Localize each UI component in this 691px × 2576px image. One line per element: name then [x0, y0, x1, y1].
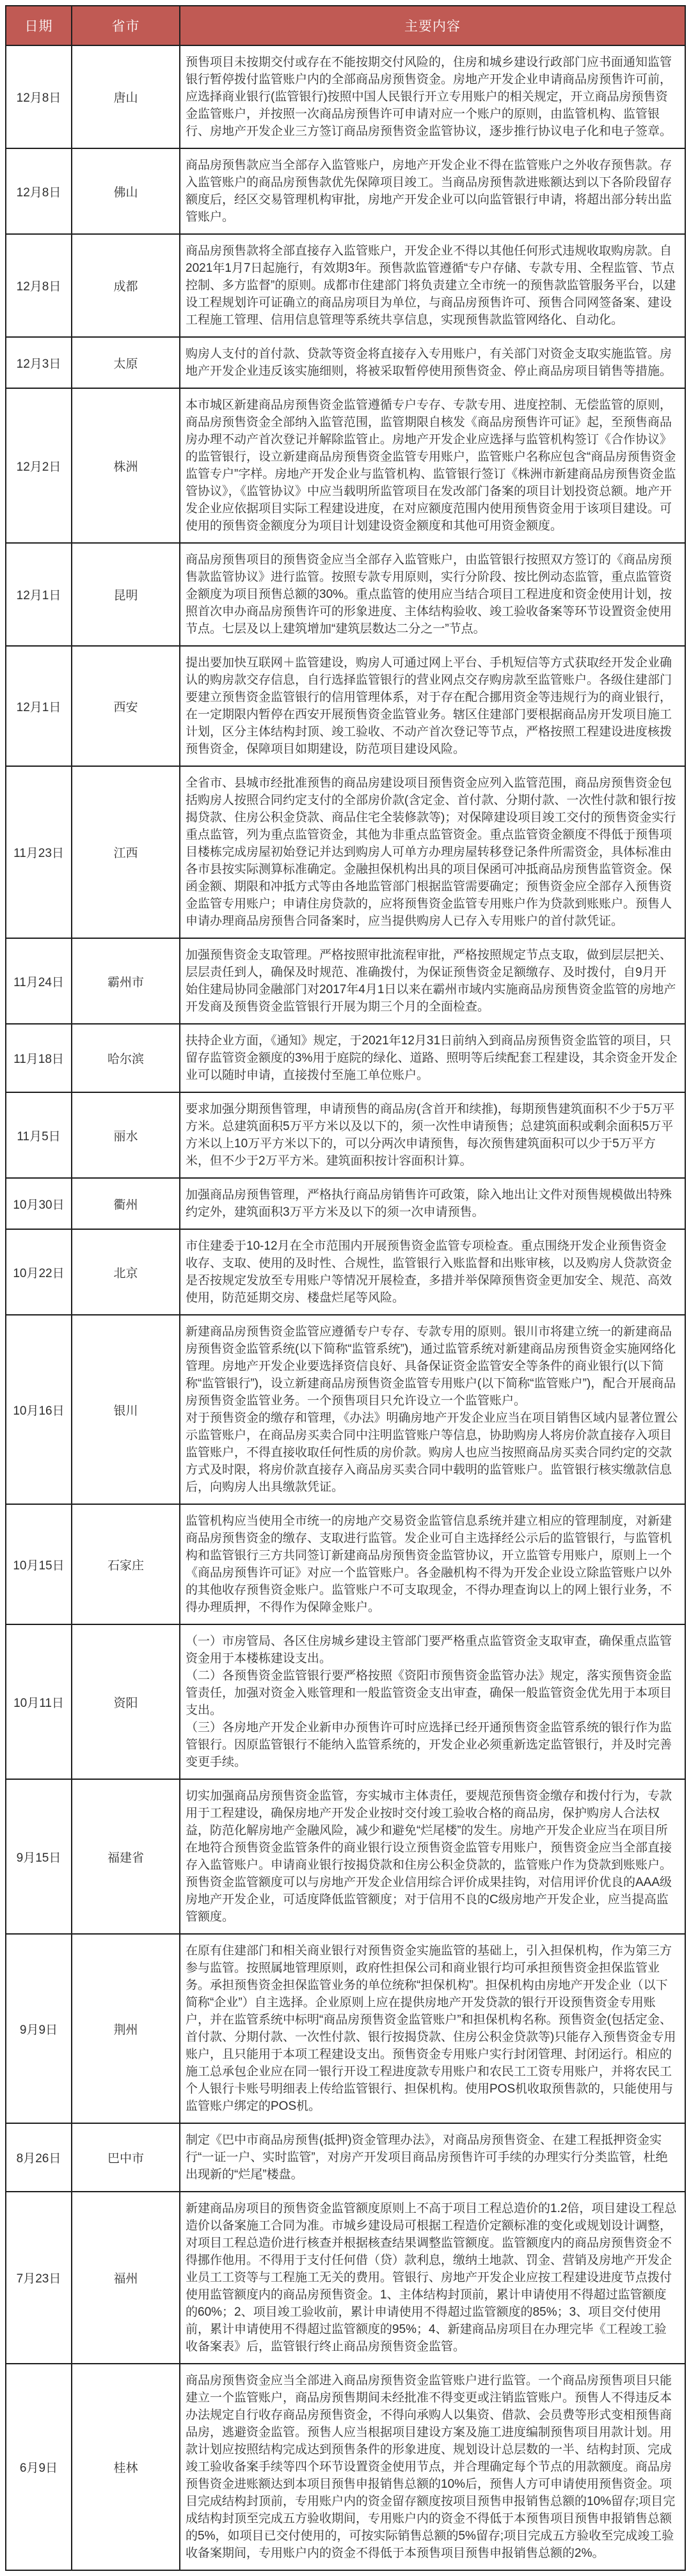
table-row — [6, 1934, 685, 2123]
content-paragraph: 制定《巴中市商品房预售(抵押)资金管理办法》，对商品房预售资金、在建工程抵押资金实行“一证一户、实时监管”，对房产开发项目商品房预售许可手续的办理实行分类监管，杜绝出现新的“烂尾”楼盘。 — [186, 2133, 668, 2181]
date-cell: 8月26日 — [6, 2123, 72, 2192]
content-paragraph: 预售项目未按期交付或存在不能按期交付风险的，住房和城乡建设行政部门应书面通知监管银行暂停拨付监管账户内的全部商品房预售资金。房地产开发企业申请商品房预售许可前，应选择商业银行(监管银行)按照中国人民银行开立专用账户的相关规定，开立商品房预售资金监管账户，并按照一次商品房预售许可申请对应一个账户的原则，由监管机构、监管银行、房地产开发企业三方签订商品房预售资金监管协议，逐步推行协议电子化和电子签章。 — [186, 56, 672, 138]
city-cell: 巴中市 — [72, 2123, 180, 2192]
date-cell: 12月1日 — [6, 543, 72, 646]
table-row — [6, 938, 685, 1024]
date-cell: 11月5日 — [6, 1092, 72, 1178]
header-row — [6, 6, 685, 45]
content-paragraph: 本市城区新建商品房预售资金监管遵循专户专存、专款专用、进度控制、无偿监管的原则，商品房预售资金全部纳入监管范围，监管期限自核发《商品房预售许可证》起，至预售商品房办理不动产首次登记并解除监管止。房地产开发企业应选择与监管机构签订《合作协议》的监管银行，设立新建商品房预售资金监管专用账户，监管账户名称应包含“商品房预售资金监管专户”字样。房地产开发企业与监管机构、监管银行签订《株洲市新建商品房预售资金监管协议》，《监管协议》中应当载明所监管项目在发改部门备案的项目计划投资总额。地产开发企业应依据项目实际工程建设进度，在对应额度范围内使用预售资金用于该项目建设。可使用的预售资金额度分为项目计划建设资金额度和其他可用资金额度。 — [186, 398, 676, 533]
content-cell — [180, 766, 685, 938]
content-paragraph: 在原有住建部门和相关商业银行对预售资金实施监管的基础上，引入担保机构，作为第三方参与监管。按照属地管理原则，政府性担保公司和商业银行均可承担预售资金担保监管业务。承担预售资金担保监管业务的单位统称“担保机构”。担保机构由房地产开发企业（以下简称“企业”）自主选择。企业原则上应在提供房地产开发贷款的银行开设预售资金专用账户，并在监管系统中标明“商品房预售资金监管账户”和担保机构名称。预售资金(包括定金、首付款、分期付款、一次性付款、银行按揭贷款、住房公积金贷款等)只能存入预售资金专用账户，且只能用于本项工程建设支出。预售资金专用账户实行封闭管理、封闭运行。相应的施工总承包企业应在同一银行开设工程进度款专用账户和农民工工资专用账户，并将农民工个人银行卡账号明细表上传给监管银行、担保机构。使用POS机收取预售款的，只能使用与监管账户绑定的POS机。 — [186, 1944, 676, 2113]
date-cell: 12月8日 — [6, 234, 72, 337]
city-cell: 哈尔滨 — [72, 1024, 180, 1092]
table-row — [6, 1178, 685, 1229]
city-cell: 成都 — [72, 234, 180, 337]
content-cell — [180, 1178, 685, 1229]
content-cell — [180, 1229, 685, 1315]
header-city: 省市 — [72, 6, 180, 45]
city-cell: 衢州 — [72, 1178, 180, 1229]
table-row — [6, 148, 685, 234]
content-cell — [180, 1315, 685, 1504]
content-paragraph: 扶持企业方面，《通知》规定，于2021年12月31日前纳入到商品房预售资金监管的项目，只留存监管资金额度的3%用于庭院的绿化、道路、照明等后续配套工程建设，其余资金开发企业可以随时申请，直接拨付至施工单位账户。 — [186, 1034, 678, 1082]
city-cell: 福建省 — [72, 1779, 180, 1934]
date-cell: 11月18日 — [6, 1024, 72, 1092]
content-paragraph: （一）市房管局、各区住房城乡建设主管部门要严格重点监管资金支取审查，确保重点监管资金用于本楼栋建设支出。 — [186, 1635, 672, 1665]
city-cell: 江西 — [72, 766, 180, 938]
date-cell: 11月24日 — [6, 938, 72, 1024]
content-paragraph: 提出要加快互联网＋监管建设，购房人可通过网上平台、手机短信等方式获取经开发企业确认的购房款交存信息，自行选择监管银行的营业网点交存购房款至监管账户。各级住建部门要建立预售资金监管银行的信用管理体系，对于存在配合挪用资金等违规行为的商业银行，在一定期限内暂停在西安开展预售资金监管业务。辖区住建部门要根据商品房开发项目施工计划，区分主体结构封顶、竣工验收、不动产首次登记等节点，严格按照工程建设进度核拨预售资金，保障项目如期建设，防范项目建设风险。 — [186, 656, 672, 756]
content-cell — [180, 1024, 685, 1092]
content-cell — [180, 2123, 685, 2192]
city-cell: 西安 — [72, 646, 180, 766]
table-row — [6, 45, 685, 148]
content-paragraph: 新建商品房项目的预售资金监管额度原则上不高于项目工程总造价的1.2倍，项目建设工程总造价以备案施工合同为准。市城乡建设局可根据工程造价定额标准的变化或规划设计调整，对项目工程总造价进行核查并根据核查结果调整监管额度。监管额度内的商品房预售资金不得挪作他用。不得用于支付任何借（贷）款利息，缴纳土地款、罚金、营销及房地产开发企业员工工资等与工程施工无关的费用。管银行、房地产开发企业应按工程建设进度节点拨付使用监管额度内的商品房预售资金。1、主体结构封顶前，累计申请使用不得超过监管额度的60%；2、项目竣工验收前，累计申请使用不得超过监管额度的85%；3、项目交付使用前，累计申请使用不得超过监管额度的95%；4、新建商品房项目在办理完毕《工程竣工验收备案表》后，监管银行终止商品房预售资金监管。 — [186, 2202, 677, 2353]
date-cell: 12月2日 — [6, 388, 72, 543]
table-row — [6, 2364, 685, 2570]
date-cell: 9月15日 — [6, 1779, 72, 1934]
content-cell — [180, 1092, 685, 1178]
content-cell — [180, 1779, 685, 1934]
content-cell — [180, 2192, 685, 2364]
table-row — [6, 1504, 685, 1624]
date-cell: 6月9日 — [6, 2364, 72, 2570]
date-cell: 10月11日 — [6, 1624, 72, 1779]
header-content: 主要内容 — [180, 6, 685, 45]
content-cell — [180, 1624, 685, 1779]
content-cell — [180, 2364, 685, 2570]
table-row — [6, 1315, 685, 1504]
city-cell: 霸州市 — [72, 938, 180, 1024]
date-cell: 12月8日 — [6, 148, 72, 234]
table-row — [6, 766, 685, 938]
date-cell: 10月22日 — [6, 1229, 72, 1315]
content-cell — [180, 234, 685, 337]
content-paragraph: 购房人支付的首付款、贷款等资金将直接存入专用账户，有关部门对资金支取实施监管。房地产开发企业违反该实施细则，将被采取暂停使用预售资金、停止商品房项目销售等措施。 — [186, 347, 672, 378]
date-cell: 10月15日 — [6, 1504, 72, 1624]
city-cell: 银川 — [72, 1315, 180, 1504]
content-paragraph: 全省市、县城市经批准预售的商品房建设项目预售资金应列入监管范围，商品房预售资金包括购房人按照合同约定支付的全部房价款(含定金、首付款、分期付款、一次性付款和银行按揭贷款、住房公积金贷款、商品住宅全装修款等)；对保障建设项目竣工交付的预售资金实行重点监管，列为重点监管资金，其他为非重点监管资金。重点监管资金额度不得低于预售项目楼栋完成房屋初始登记并达到购房人可单方办理房屋转移登记条件所需资金，具体标准由各市县按实际测算标准确定。金融担保机构出具的项目保函可冲抵商品房预售监管资金。保函金额、期限和冲抵方式等由各地监管部门根据监管需要确定；预售资金应全部存入预售资金监管专用账户；申请住房贷款的，应将预售资金监管专用账户作为贷款到账账户。预售人申请办理商品房预售合同备案时，应当提供购房人已存入专用账户的首付款凭证。 — [186, 776, 676, 928]
table-row — [6, 2192, 685, 2364]
header-date: 日期 — [6, 6, 72, 45]
content-paragraph: 对于预售资金的缴存和管理，《办法》明确房地产开发企业应当在项目销售区域内显著位置公示监管账户，在商品房买卖合同中注明监管账户等信息，协助购房人将房价款直接存入项目监管账户，不得直接收取任何性质的房价款。购房人也应当按照商品房买卖合同约定的交款方式及时限，将房价款直接存入商品房买卖合同中载明的监管账户。监管银行核实缴款信息后，向购房人出具缴款凭证。 — [186, 1411, 678, 1494]
content-paragraph: 加强预售资金支取管理。严格按照审批流程审批，严格按照规定节点支取，做到层层把关、层层责任到人，确保及时规范、准确拨付，为保证预售资金足额缴存、及时拨付，自9月开始住建局协同金融部门对2017年4月1日以来在霸州市域内实施商品房预售资金监管的房地产开发商及预售资金监管银行开展为期三个月的全面检查。 — [186, 948, 676, 1014]
date-cell: 10月30日 — [6, 1178, 72, 1229]
city-cell: 荆州 — [72, 1934, 180, 2123]
table-row — [6, 1229, 685, 1315]
table-row — [6, 2123, 685, 2192]
city-cell: 福州 — [72, 2192, 180, 2364]
table-row — [6, 646, 685, 766]
content-cell — [180, 1504, 685, 1624]
table-row — [6, 234, 685, 337]
table-row — [6, 1024, 685, 1092]
content-paragraph: 商品房预售款应当全部存入监管账户，房地产开发企业不得在监管账户之外收存预售款。存入监管账户的商品房预售款优先保障项目竣工。当商品房预售款进账额达到以下各阶段留存额度后，经区交易管理机构审批，房地产开发企业可以向监管银行申请，将超出部分转出监管账户。 — [186, 159, 672, 224]
content-cell — [180, 148, 685, 234]
content-paragraph: 商品房预售资金应当全部进入商品房预售资金监管账户进行监管。一个商品房预售项目只能建立一个监管账户，商品房预售期间未经批准不得变更或注销监管账户。预售人不得违反本办法规定自行收存商品房预售资金，不得向承购人以集资、借款、会员费等形式变相预售商品房，逃避资金监管。预售人应当根据项目建设方案及施工进度编制预售项目用款计划。用款计划应按照结构完成达到预售条件的形象进度、规划设计总层数的一半、结构封顶、完成竣工验收备案手续等四个环节设置资金使用节点，并合理确定每个节点的用款额度。商品房预售资金进账额达到本项目预售申报销售总额的10%后，预售人方可申请使用预售资金。项目完成结构封顶前，专用账户内的资金留存额度按项目预售申报销售总额的10%留存;项目完成结构封顶至完成五方验收期间，专用账户内的资金不得低于本预售项目预售申报销售总额的5%，如项目已交付使用的，可按实际销售总额的5%留存;项目完成五方验收至完成竣工验收备案期间，专用账户内的资金不得低于本预售项目预售申报销售总额的2%。 — [186, 2374, 676, 2560]
city-cell: 佛山 — [72, 148, 180, 234]
city-cell: 太原 — [72, 337, 180, 388]
content-paragraph: 要求加强分期预售管理，申请预售的商品房(含首开和续推)，每期预售建筑面积不少于5万平方米。总建筑面积5万平方米以及以下的，须一次性申请预售；总建筑面积或剩余面积5万平方米以上10万平方米以下的，可以分两次申请预售，每次预售建筑面积可以少于5万平方米，但不少于2万平方米。建筑面积按计容面积计算。 — [186, 1103, 675, 1168]
date-cell: 9月9日 — [6, 1934, 72, 2123]
city-cell: 资阳 — [72, 1624, 180, 1779]
table-row — [6, 388, 685, 543]
city-cell: 北京 — [72, 1229, 180, 1315]
content-cell — [180, 388, 685, 543]
city-cell: 丽水 — [72, 1092, 180, 1178]
content-paragraph: 商品房预售项目的预售资金应当全部存入监管账户，由监管银行按照双方签订的《商品房预售款监管协议》进行监管。按照专款专用原则，实行分阶段、按比例动态监管，重点监管资金额度为项目预售总额的30%。重点监管的使用应当结合项目工程进度和资金使用计划，按照首次申办商品房预售许可的形象进度、主体结构验收、竣工验收备案等环节设置资金使用节点。七层及以上建筑增加“建筑层数达二分之一”节点。 — [186, 553, 672, 636]
table-row — [6, 543, 685, 646]
table-row — [6, 337, 685, 388]
date-cell: 12月3日 — [6, 337, 72, 388]
city-cell: 株洲 — [72, 388, 180, 543]
content-cell — [180, 938, 685, 1024]
table-row — [6, 1624, 685, 1779]
policy-table — [5, 5, 686, 2571]
table-row — [6, 1779, 685, 1934]
table-body — [6, 45, 685, 2570]
content-paragraph: （三）各房地产开发企业新申办预售许可时应选择已经开通预售资金监管系统的银行作为监管银行。因原监管银行不能纳入监管系统的，开发企业必须重新选定监管银行，并及时完善变更手续。 — [186, 1721, 672, 1769]
content-paragraph: 市住建委于10-12月在全市范围内开展预售资金监管专项检查。重点围绕开发企业预售资金收存、支取、使用的及时性、合规性，监管银行入账监督和出账审核，以及购房人贷款资金是否按规定发放至专用账户等情况开展检查，多措并举保障预售资金更加安全、规范、高效使用，防范延期交房、楼盘烂尾等风险。 — [186, 1239, 672, 1305]
date-cell: 7月23日 — [6, 2192, 72, 2364]
content-paragraph: 商品房预售款将全部直接存入监管账户，开发企业不得以其他任何形式违规收取购房款。自2021年1月7日起施行，有效期3年。预售款监管遵循“专户存储、专款专用、全程监管、节点控制、多方监督”的原则。成都市住建部门将负责建立全市统一的预售款监管服务平台，以建设工程规划许可证确立的商品房项目为单位，与商品房预售许可、预售合同网签备案、建设工程施工管理、信用信息管理等系统共享信息，实现预售款监管网络化、自动化。 — [186, 244, 676, 327]
content-paragraph: 新建商品房预售资金监管应遵循专户专存、专款专用的原则。银川市将建立统一的新建商品房预售资金监管系统(以下简称“监管系统”)，通过监管系统对新建商品房预售资金实施网络化管理。房地产开发企业要选择资信良好、具备保证资金监管安全等条件的商业银行(以下简称“监管银行”)，设立新建商品房预售资金监管专用账户(以下简称“监管账户”)，配合开展商品房预售资金监管业务。一个预售项目只允许设立一个监管账户。 — [186, 1325, 676, 1408]
table-row — [6, 1092, 685, 1178]
city-cell: 唐山 — [72, 45, 180, 148]
content-cell — [180, 646, 685, 766]
content-cell — [180, 337, 685, 388]
content-paragraph: 监管机构应当使用全市统一的房地产交易资金监管信息系统并建立相应的管理制度，对新建商品房预售资金的缴存、支取进行监管。发企业可自主选择经公示后的监管银行，与监管机构和监管银行三方共同签订新建商品房预售资金监管协议，开立监管专用账户，原则上一个《商品房预售许可证》对应一个监管账户。各金融机构不得为开发企业设立除监管账户以外的其他收存预售资金账户。监管账户不可支取现金，不得办理查询以上的网上银行业务，不得办理质押，不得作为保障金账户。 — [186, 1514, 672, 1614]
content-cell — [180, 1934, 685, 2123]
date-cell: 10月16日 — [6, 1315, 72, 1504]
date-cell: 12月1日 — [6, 646, 72, 766]
table-header — [6, 6, 685, 45]
date-cell: 12月8日 — [6, 45, 72, 148]
content-cell — [180, 543, 685, 646]
city-cell: 桂林 — [72, 2364, 180, 2570]
content-paragraph: 切实加强商品房预售资金监管，夯实城市主体责任，要规范预售资金缴存和拨付行为，专款用于工程建设，确保房地产开发企业按时交付竣工验收合格的商品房，保护购房人合法权益，防范化解房地产金融风险，减少和避免“烂尾楼”的发生。房地产开发企业应当在项目所在地符合预售资金监管条件的商业银行设立预售资金监管专用账户，预售资金应当全部直接存入监管账户。申请商业银行按揭贷款和住房公积金贷款的，监管账户作为贷款到账账户。预售资金监管额度可以与房地产开发企业信用综合评价成果挂钩，对信用评价优良的AAA级房地产开发企业，可适度降低监管额度；对于信用不良的C级房地产开发企业，应当提高监管额度。 — [186, 1789, 672, 1924]
date-cell: 11月23日 — [6, 766, 72, 938]
content-cell — [180, 45, 685, 148]
city-cell: 昆明 — [72, 543, 180, 646]
city-cell: 石家庄 — [72, 1504, 180, 1624]
content-paragraph: 加强商品房预售管理，严格执行商品房销售许可政策，除入地出让文件对预售规模做出特殊约定外，建筑面积3万平方米及以下的须一次申请预售。 — [186, 1188, 672, 1219]
content-paragraph: （二）各预售资金监管银行要严格按照《资阳市预售资金监管办法》规定，落实预售资金监管责任，加强对资金入账管理和一般监管资金支出审查，确保一般监管资金优先用于本项目支出。 — [186, 1669, 672, 1717]
